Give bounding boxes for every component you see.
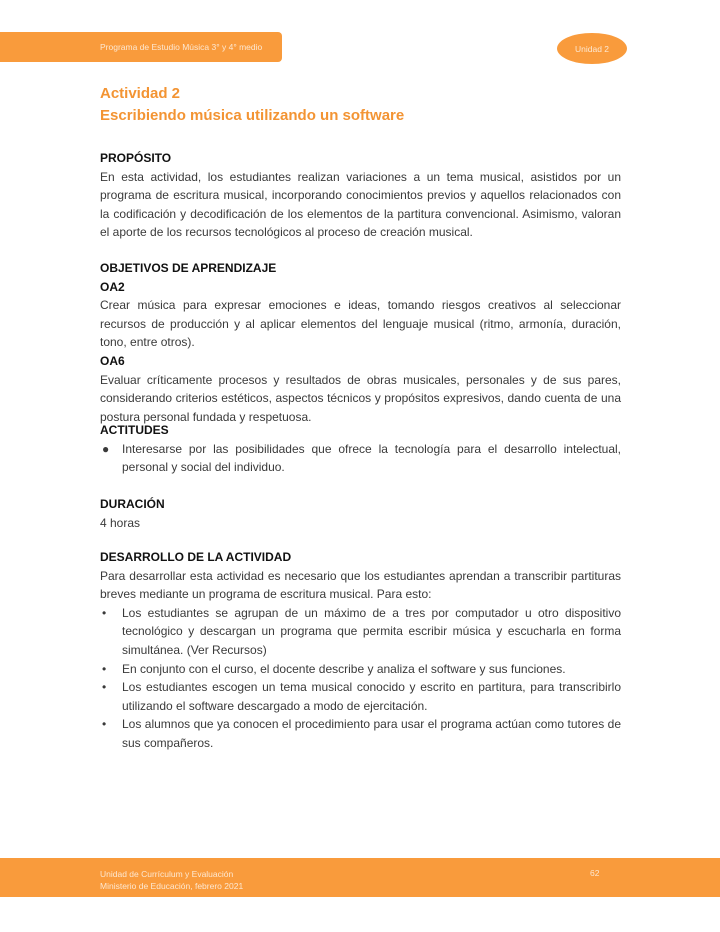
footer-line1: Unidad de Currículum y Evaluación [100, 869, 234, 879]
heading: PROPÓSITO [100, 151, 172, 165]
heading: DURACIÓN [100, 497, 165, 511]
bullet-icon: ● [102, 441, 110, 456]
section-proposito [100, 149, 621, 242]
oa2-text: Crear música para expresar emociones e ideas, tomando riesgos creativos al seleccionar recursos de producción y al aplicar elementos del lenguaje musical (ritmo, armonía, duración, tono, entre otros). [100, 298, 621, 350]
program-title: Programa de Estudio Música 3° y 4° medio [100, 42, 263, 52]
heading: DESARROLLO DE LA ACTIVIDAD [100, 550, 292, 564]
activity-title: Actividad 2 [100, 85, 181, 102]
oa2-label: OA2 [100, 279, 125, 294]
intro: Para desarrollar esta actividad es necesario que los estudiantes aprendan a transcribir partituras breves mediante un programa de escritura musical. Para esto: [100, 568, 621, 602]
bullet-icon: • [102, 680, 107, 695]
footer [0, 858, 720, 897]
list-item: ● Interesarse por las posibilidades que ofrece la tecnología para el desarrollo intelectual, personal y social del individuo. [102, 441, 621, 475]
list-item: • Los alumnos que ya conocen el procedimiento para usar el programa actúan como tutores de sus compañeros. [102, 717, 621, 750]
footer-line2: Ministerio de Educación, febrero 2021 [100, 881, 244, 891]
unit-badge: Unidad 2 [557, 33, 627, 64]
section-desarrollo [100, 548, 621, 753]
list-item: • En conjunto con el curso, el docente describe y analiza el software y sus funciones. [100, 660, 621, 679]
bullet-icon: • [102, 717, 107, 732]
section-objetivos [100, 259, 621, 426]
activity-subtitle: Escribiendo música utilizando un software [100, 107, 405, 124]
list-item: • Los estudiantes escogen un tema musical conocido y escrito en partitura, para transcribirlo utilizando el software descargado a modo de ejercitación. [102, 680, 621, 713]
oa6-label: OA6 [100, 353, 125, 368]
heading: OBJETIVOS DE APRENDIZAJE [100, 261, 277, 275]
header-bar [0, 32, 282, 62]
duration-value: 4 horas [100, 515, 141, 530]
bullet-icon: • [102, 605, 107, 620]
bullet-icon: • [102, 661, 107, 676]
heading: ACTITUDES [100, 423, 169, 437]
section-actitudes [100, 421, 621, 477]
page-number: 62 [590, 868, 600, 878]
section-duracion [100, 495, 621, 532]
list-item: • Los estudiantes se agrupan de un máximo de a tres por computador u otro dispositivo tecnológico y descargan un programa que permita escribir música y escucharla en forma simultánea. (Ver Recursos) [102, 605, 621, 657]
paragraph: En esta actividad, los estudiantes realizan variaciones a un tema musical, asistidos por un programa de escritura musical, incorporando conocimientos previos y aquellos relacionados con la codificación y decodificación de los elementos de la partitura convencional. Asimismo, valoran el aporte de los recursos tecnológicos al proceso de creación musical. [100, 169, 621, 240]
oa6-text: Evaluar críticamente procesos y resultados de obras musicales, personales y de sus pares, considerando criterios estéticos, aspectos técnicos y propósitos expresivos, dando cuenta de una postura personal fundada y respetuosa. [100, 372, 621, 424]
